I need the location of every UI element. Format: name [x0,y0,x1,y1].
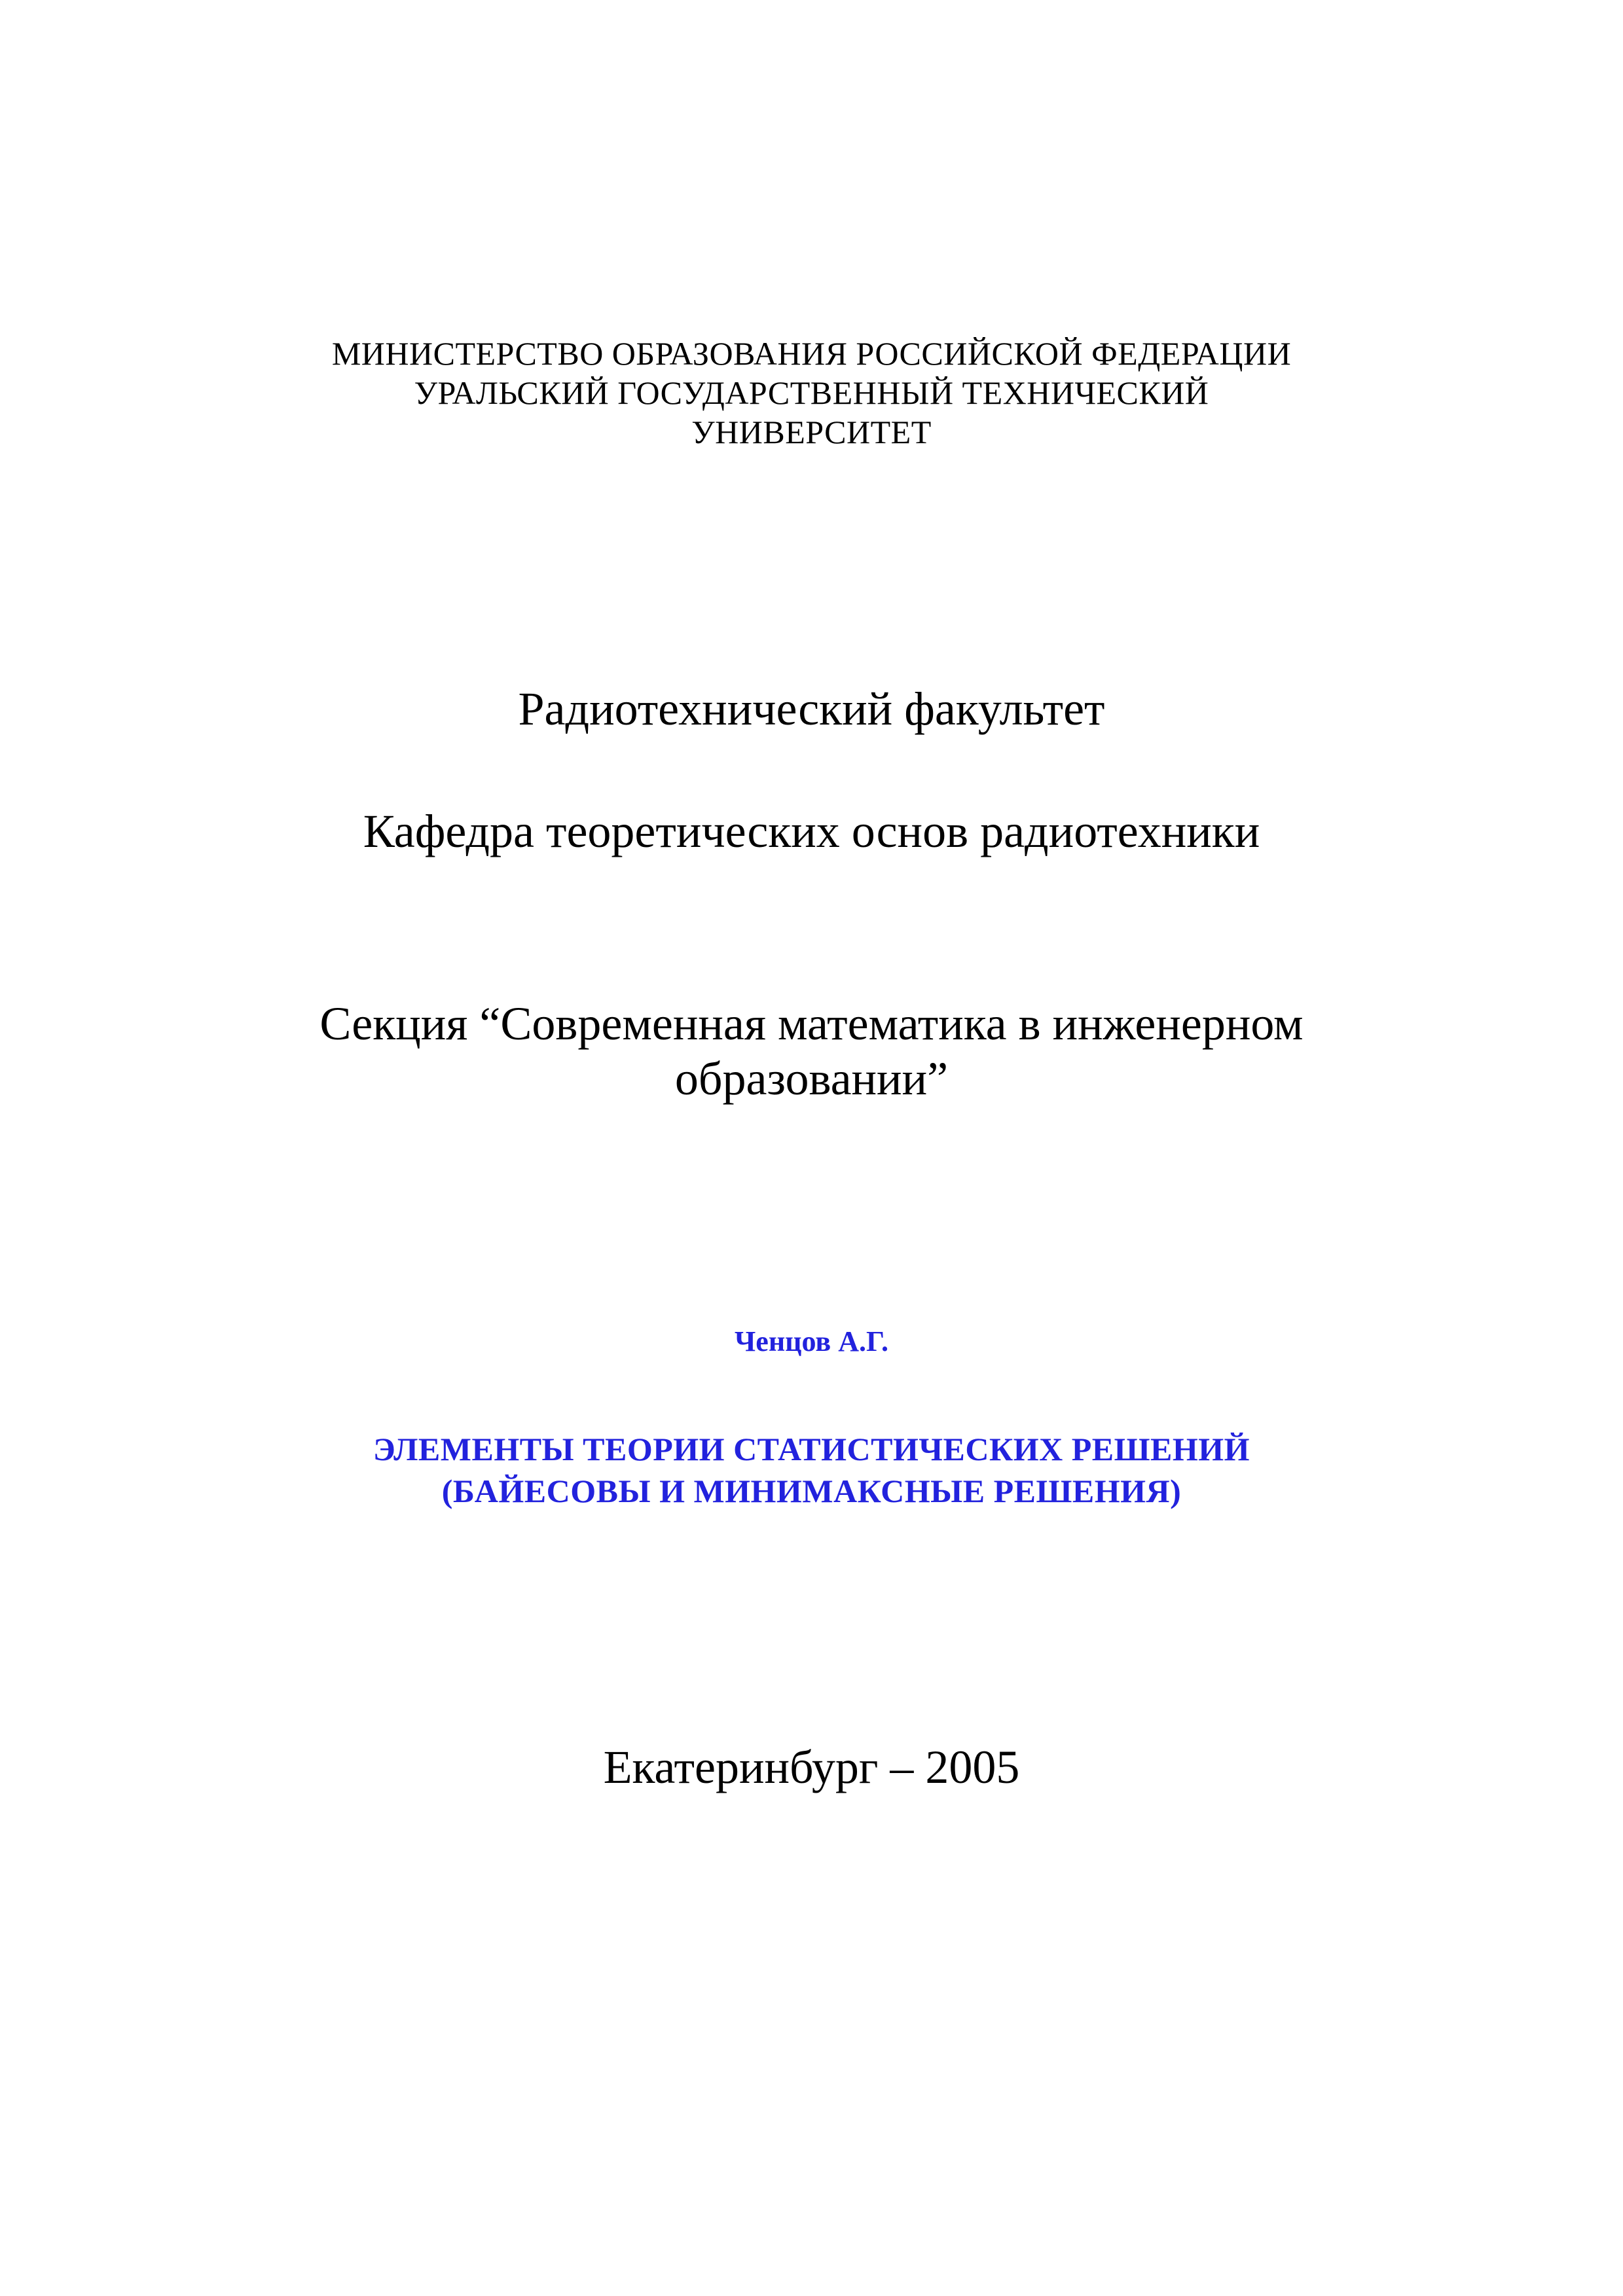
faculty-name [0,679,1623,738]
document-title [0,1428,1623,1512]
author-name-text: Ченцов А.Г. [735,1325,888,1357]
ministry-header-line-3: УНИВЕРСИТЕТ [691,414,932,450]
faculty-name-text: Радиотехнический факультет [518,683,1105,735]
ministry-header [0,334,1623,452]
section-name [0,996,1623,1106]
section-name-line-2: образовании” [674,1052,949,1105]
document-title-line-1: ЭЛЕМЕНТЫ ТЕОРИИ СТАТИСТИЧЕСКИХ РЕШЕНИЙ [373,1431,1250,1467]
section-name-line-1: Секция “Современная математика в инженерном [319,997,1304,1050]
city-year-text: Екатеринбург – 2005 [603,1741,1020,1793]
department-name-text: Кафедра теоретических основ радиотехники [363,805,1260,857]
city-year [0,1738,1623,1797]
author-name [0,1323,1623,1360]
document-title-line-2: (БАЙЕСОВЫ И МИНИМАКСНЫЕ РЕШЕНИЯ) [441,1473,1182,1509]
ministry-header-line-1: МИНИСТЕРСТВО ОБРАЗОВАНИЯ РОССИЙСКОЙ ФЕДЕРАЦИИ [331,335,1292,372]
department-name [0,802,1623,861]
ministry-header-line-2: УРАЛЬСКИЙ ГОСУДАРСТВЕННЫЙ ТЕХНИЧЕСКИЙ [414,374,1209,411]
